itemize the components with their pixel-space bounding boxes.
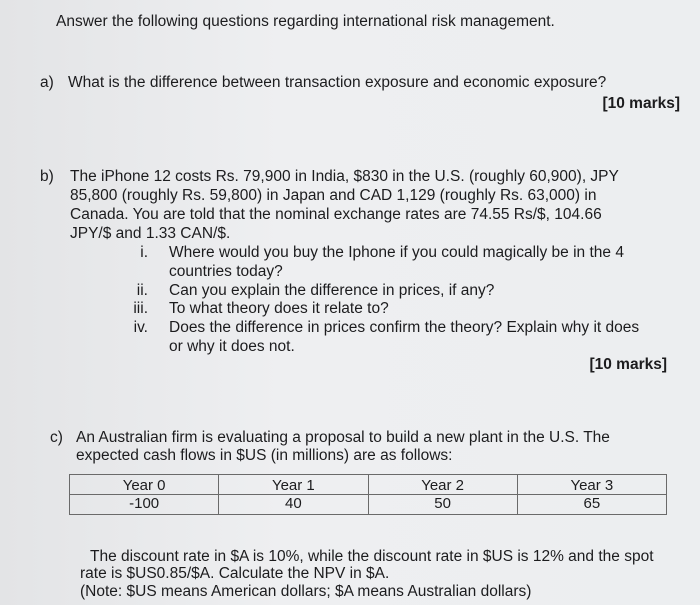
item-text: or why it does not.: [169, 338, 295, 355]
item-text: Does the difference in prices confirm the theory? Explain why it does: [169, 319, 640, 336]
item-number: i.: [140, 244, 148, 261]
question-a-text: What is the difference between transaction exposure and economic exposure?: [68, 74, 607, 91]
question-b-line: The iPhone 12 costs Rs. 79,900 in India, $830 in the U.S. (roughly 60,900), JPY: [70, 168, 619, 185]
table-row: [70, 495, 667, 515]
item-text: To what theory does it relate to?: [169, 300, 389, 317]
question-a-label: a): [40, 74, 54, 91]
item-number: iii.: [133, 300, 148, 317]
question-a-marks: [10 marks]: [602, 95, 680, 112]
item-text: Where would you buy the Iphone if you could magically be in the 4: [169, 244, 624, 261]
table-cell: 40: [219, 495, 368, 515]
question-c-footer: The discount rate in $A is 10%, while the discount rate in $US is 12% and the spot: [90, 548, 654, 565]
table-cell: 65: [517, 495, 666, 515]
question-b-line: 85,800 (roughly Rs. 59,800) in Japan and CAD 1,129 (roughly Rs. 63,000) in: [70, 187, 597, 204]
table-cell: -100: [70, 495, 219, 515]
question-c-line: expected cash flows in $US (in millions) are as follows:: [76, 447, 453, 464]
table-header-cell: Year 0: [70, 475, 219, 495]
table-header-row: [70, 475, 667, 495]
question-c-line: An Australian firm is evaluating a proposal to build a new plant in the U.S. The: [76, 429, 610, 446]
item-text: Can you explain the difference in prices, if any?: [169, 282, 495, 299]
item-text: countries today?: [169, 263, 283, 280]
table-header-cell: Year 3: [517, 475, 666, 495]
table-cell: 50: [368, 495, 517, 515]
page-title: Answer the following questions regarding international risk management.: [56, 13, 555, 30]
table-header-cell: Year 2: [368, 475, 517, 495]
question-c-footer: (Note: $US means American dollars; $A means Australian dollars): [80, 583, 532, 600]
table-header-cell: Year 1: [219, 475, 368, 495]
cash-flow-table: [69, 474, 667, 515]
question-b-line: JPY/$ and 1.33 CAN/$.: [70, 225, 231, 242]
item-number: ii.: [136, 282, 148, 299]
question-b-label: b): [40, 168, 54, 185]
question-b-line: Canada. You are told that the nominal exchange rates are 74.55 Rs/$, 104.66: [70, 206, 602, 223]
item-number: iv.: [133, 319, 148, 336]
question-c-footer: rate is $US0.85/$A. Calculate the NPV in $A.: [80, 565, 390, 582]
question-b-marks: [10 marks]: [589, 356, 667, 373]
question-c-label: c): [50, 429, 63, 446]
